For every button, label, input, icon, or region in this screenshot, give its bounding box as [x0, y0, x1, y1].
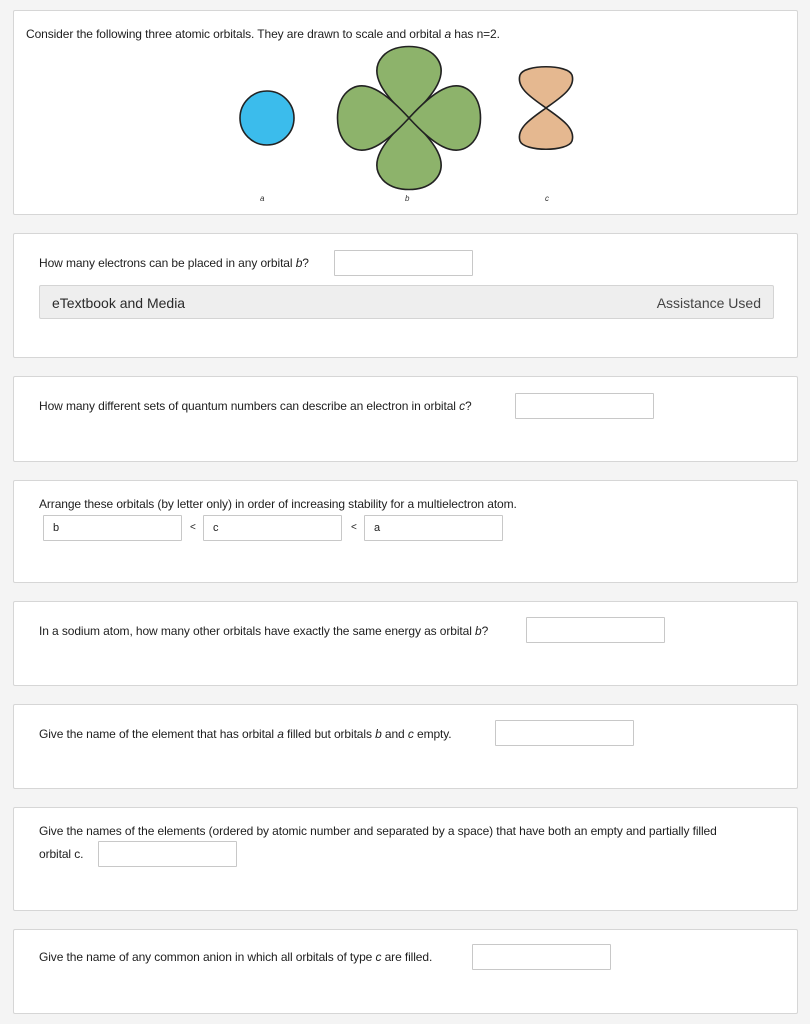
question-1-answer-input[interactable]: [334, 250, 473, 276]
question-card-6: [13, 807, 798, 911]
assistance-used-label: Assistance Used: [656, 295, 761, 311]
question-6-text-line1: Give the names of the elements (ordered by atomic number and separated by a space) that have both an empty and partially filled: [39, 824, 717, 838]
order-input-1[interactable]: [43, 515, 182, 541]
less-than-sign-2: <: [351, 522, 357, 533]
question-card-7: [13, 929, 798, 1014]
question-5-answer-input[interactable]: [495, 720, 634, 746]
orbital-label-c: c: [545, 194, 549, 203]
orbital-label-b: b: [405, 194, 410, 203]
intro-card: [13, 10, 798, 215]
question-6-answer-input[interactable]: [98, 841, 237, 867]
orbital-c-p-shape: [519, 67, 572, 150]
order-input-2[interactable]: [203, 515, 342, 541]
question-4-answer-input[interactable]: [526, 617, 665, 643]
intro-text: Consider the following three atomic orbitals. They are drawn to scale and orbital a has n=2.: [26, 27, 500, 41]
question-5-text: Give the name of the element that has orbital a filled but orbitals b and c empty.: [39, 727, 452, 741]
question-2-answer-input[interactable]: [515, 393, 654, 419]
orbital-b-d-shape: [338, 47, 481, 190]
question-3-text: Arrange these orbitals (by letter only) in order of increasing stability for a multielectron atom.: [39, 497, 517, 511]
orbital-figure: [14, 31, 799, 216]
question-1-text: How many electrons can be placed in any orbital b?: [39, 256, 309, 270]
question-4-text: In a sodium atom, how many other orbitals have exactly the same energy as orbital b?: [39, 624, 489, 638]
etextbook-media-bar[interactable]: [39, 285, 774, 319]
order-input-3[interactable]: [364, 515, 503, 541]
question-card-3: [13, 480, 798, 583]
question-card-2: [13, 376, 798, 462]
question-7-text: Give the name of any common anion in which all orbitals of type c are filled.: [39, 950, 433, 964]
question-card-4: [13, 601, 798, 686]
orbital-a-s-shape: [240, 91, 294, 145]
question-6-text-line2: orbital c.: [39, 847, 84, 861]
etextbook-media-label: eTextbook and Media: [52, 295, 186, 311]
orbital-label-a: a: [260, 194, 265, 203]
question-7-answer-input[interactable]: [472, 944, 611, 970]
less-than-sign-1: <: [190, 522, 196, 533]
question-2-text: How many different sets of quantum numbers can describe an electron in orbital c?: [39, 399, 472, 413]
question-card-1: [13, 233, 798, 358]
question-card-5: [13, 704, 798, 789]
